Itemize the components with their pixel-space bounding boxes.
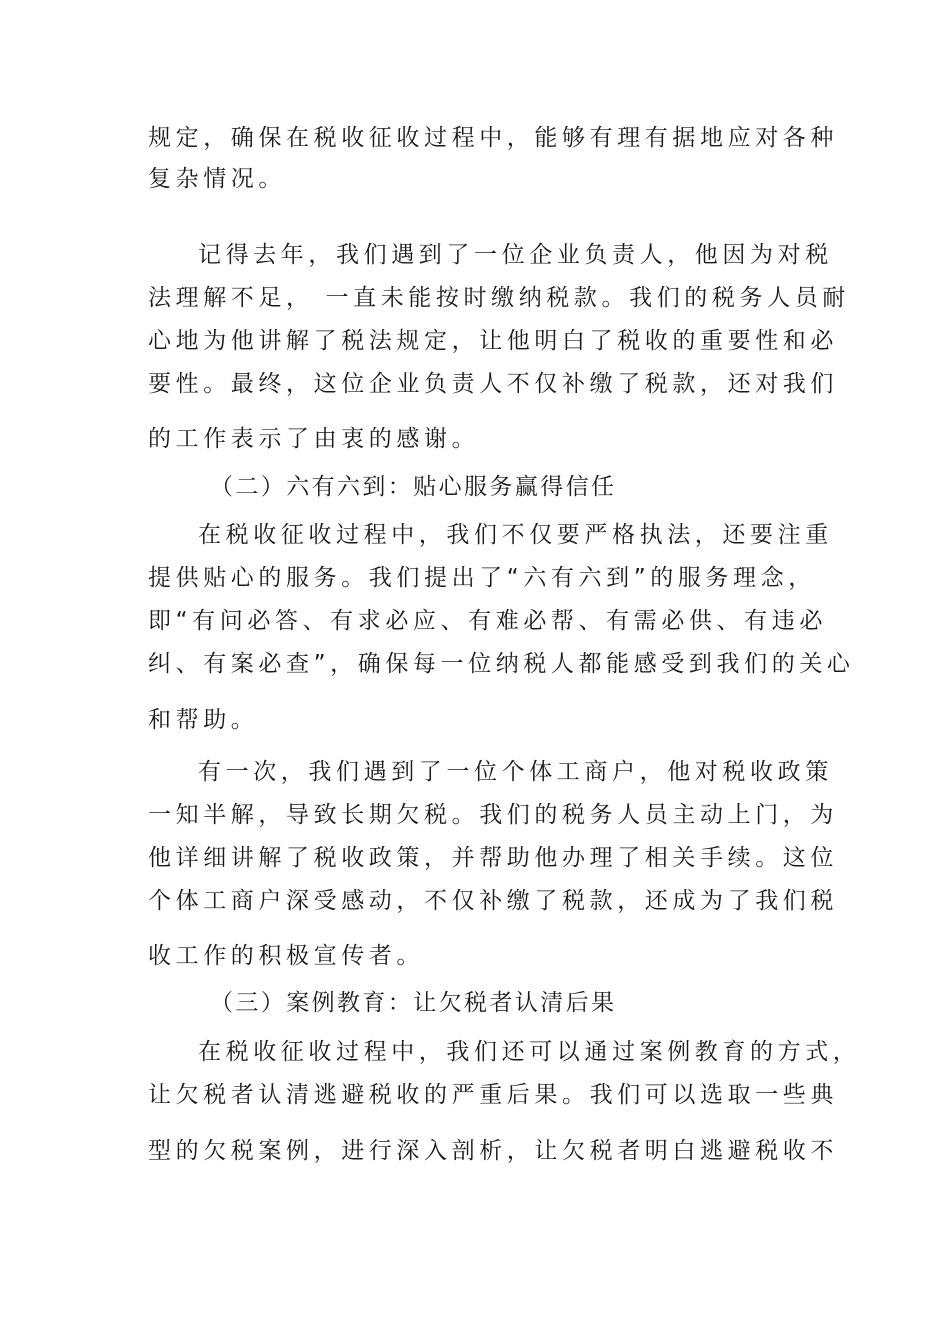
text-line: 规定，确保在税收征收过程中，能够有理有据地应对各种 xyxy=(148,125,838,151)
section-heading: （三）案例教育：让欠税者认清后果 xyxy=(210,990,617,1016)
text-line: 的工作表示了由衷的感谢。 xyxy=(148,426,480,452)
text-line: 提供贴心的服务。我们提出了“六有六到”的服务理念， xyxy=(148,565,816,591)
section-heading: （二）六有六到：贴心服务赢得信任 xyxy=(210,474,617,500)
text-line: 个体工商户深受感动，不仅补缴了税款，还成为了我们税 xyxy=(148,888,838,914)
text-line: 复杂情况。 xyxy=(148,166,286,192)
paragraph-first-line: 在税收征收过程中，我们还可以通过案例教育的方式， xyxy=(198,1039,861,1065)
paragraph-first-line: 记得去年，我们遇到了一位企业负责人，他因为对税 xyxy=(198,242,833,268)
text-line: 法理解不足， 一直未能按时缴纳税款。我们的税务人员耐 xyxy=(148,285,850,311)
text-line: 他详细讲解了税收政策，并帮助他办理了相关手续。这位 xyxy=(148,845,838,871)
text-line: 一知半解，导致长期欠税。我们的税务人员主动上门，为 xyxy=(148,802,838,828)
text-line: 和帮助。 xyxy=(148,707,259,733)
text-line: 纠、有案必查”，确保每一位纳税人都能感受到我们的关心 xyxy=(148,651,855,677)
text-line: 收工作的积极宣传者。 xyxy=(148,943,424,969)
text-line: 要性。最终，这位企业负责人不仅补缴了税款，还对我们 xyxy=(148,371,838,397)
text-line: 心地为他讲解了税法规定，让他明白了税收的重要性和必 xyxy=(148,328,838,354)
text-line: 型的欠税案例，进行深入剖析，让欠税者明白逃避税收不 xyxy=(148,1138,838,1164)
paragraph-first-line: 有一次，我们遇到了一位个体工商户，他对税收政策 xyxy=(198,759,833,785)
text-line: 即“有问必答、有求必应、有难必帮、有需必供、有违必 xyxy=(148,608,827,634)
paragraph-first-line: 在税收征收过程中，我们不仅要严格执法，还要注重 xyxy=(198,522,833,548)
text-line: 让欠税者认清逃避税收的严重后果。我们可以选取一些典 xyxy=(148,1082,838,1108)
